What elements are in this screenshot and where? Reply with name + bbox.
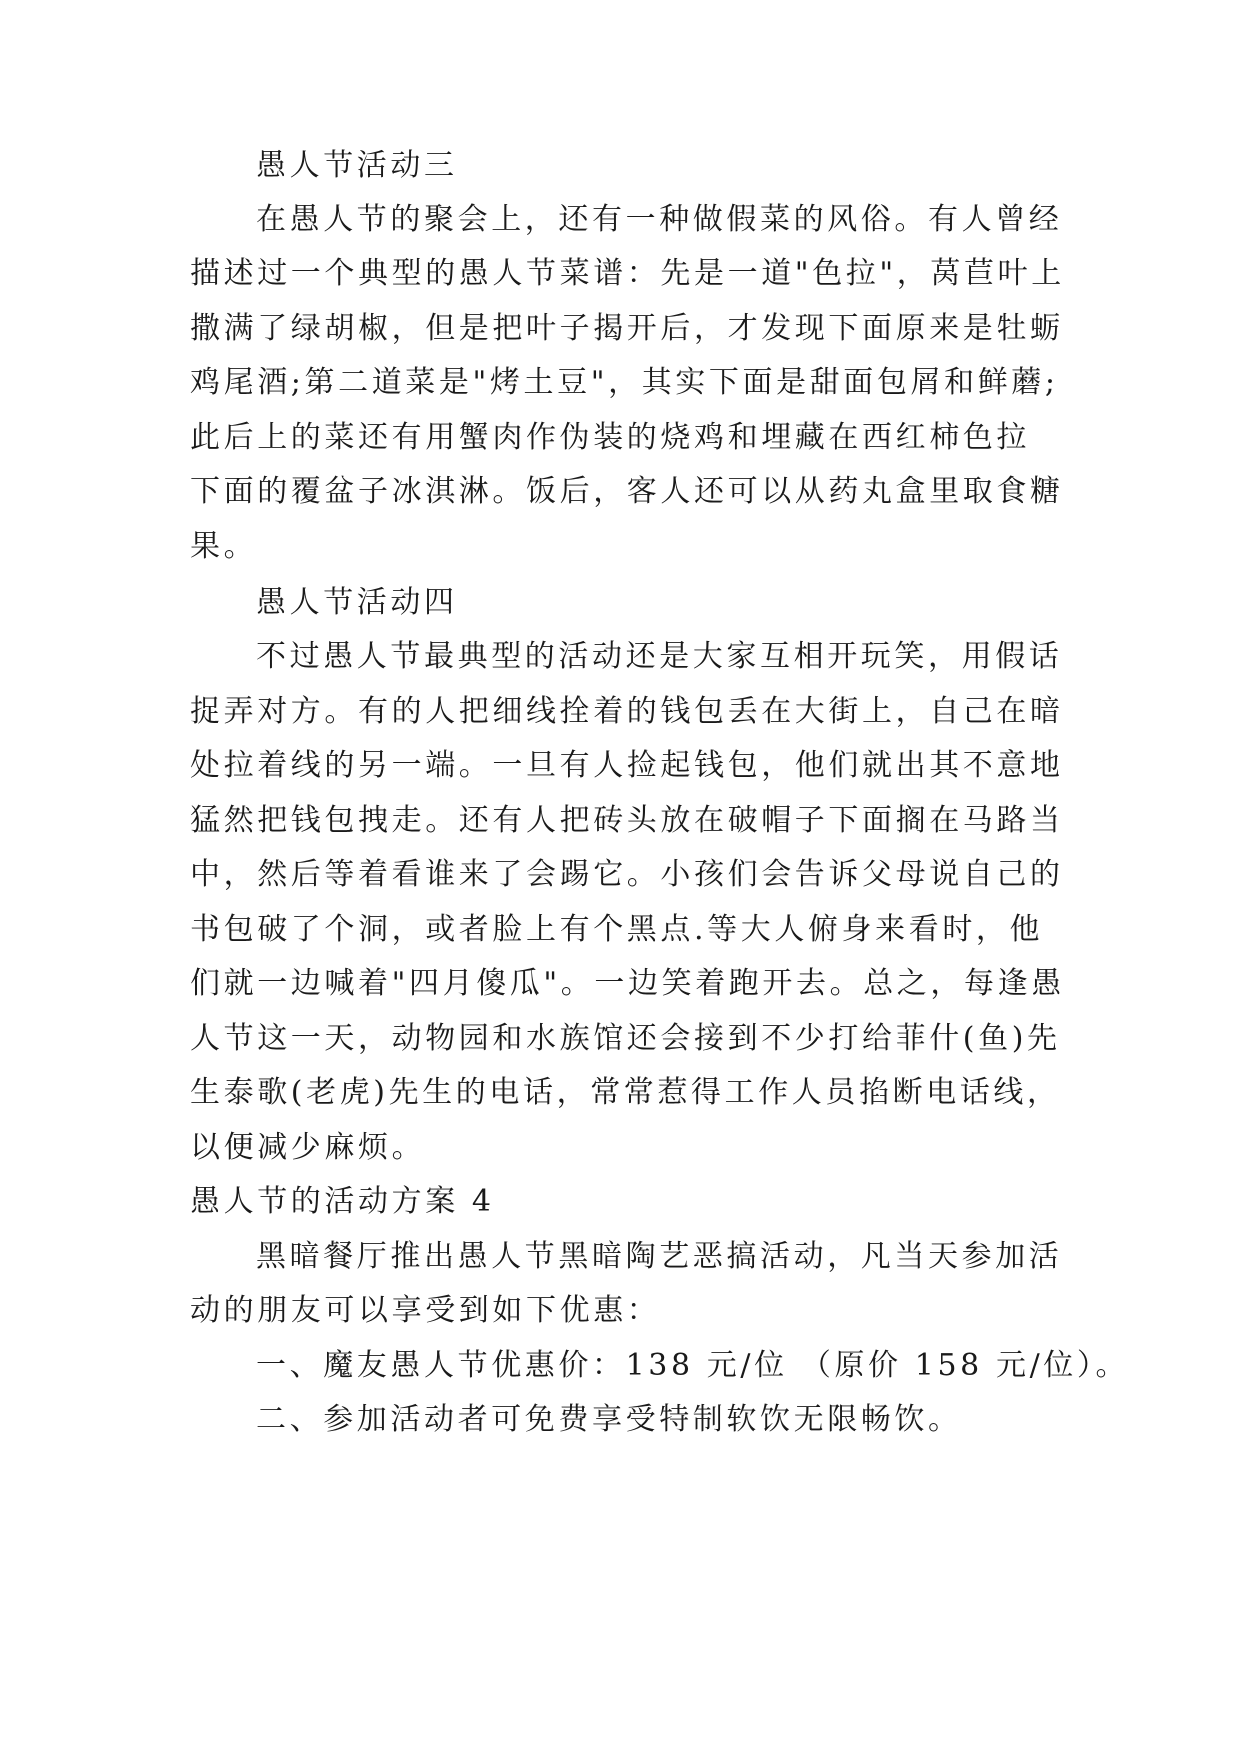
section4-line-7: 们就一边喊着"四月傻瓜"。一边笑着跑开去。总之，每逢愚 (190, 966, 1065, 1001)
plan4-intro-line-2: 动的朋友可以享受到如下优惠： (190, 1293, 661, 1328)
section3-heading: 愚人节活动三 (256, 148, 458, 183)
section3-line-4: 鸡尾酒;第二道菜是"烤土豆"，其实下面是甜面包屑和鲜蘑; (190, 365, 1059, 400)
section3-line-7: 果。 (190, 529, 258, 564)
section3-line-5: 此后上的菜还有用蟹肉作伪装的烧鸡和埋藏在西红柿色拉 (190, 420, 1030, 455)
plan4-item-1: 一、魔友愚人节优惠价：138 元/位 （原价 158 元/位）。 (256, 1348, 1130, 1383)
section4-line-10: 以便减少麻烦。 (190, 1130, 426, 1165)
section4-line-6: 书包破了个洞，或者脸上有个黑点.等大人俯身来看时，他 (190, 912, 1044, 947)
section4-line-1: 不过愚人节最典型的活动还是大家互相开玩笑，用假话 (256, 639, 1063, 674)
plan4-item-2: 二、参加活动者可免费享受特制软饮无限畅饮。 (256, 1402, 962, 1437)
section3-line-6: 下面的覆盆子冰淇淋。饭后，客人还可以从药丸盒里取食糖 (190, 474, 1064, 509)
section4-heading: 愚人节活动四 (256, 585, 458, 620)
section3-line-1: 在愚人节的聚会上，还有一种做假菜的风俗。有人曾经 (256, 202, 1063, 237)
plan4-intro-line-1: 黑暗餐厅推出愚人节黑暗陶艺恶搞活动，凡当天参加活 (256, 1239, 1063, 1274)
section4-line-8: 人节这一天，动物园和水族馆还会接到不少打给菲什(鱼)先 (190, 1021, 1061, 1056)
section4-line-4: 猛然把钱包拽走。还有人把砖头放在破帽子下面搁在马路当 (190, 803, 1064, 838)
plan4-title: 愚人节的活动方案 4 (190, 1184, 495, 1219)
section4-line-5: 中，然后等着看谁来了会踢它。小孩们会告诉父母说自己的 (190, 857, 1064, 892)
section4-line-2: 捉弄对方。有的人把细线拴着的钱包丢在大街上，自己在暗 (190, 694, 1064, 729)
section3-line-3: 撒满了绿胡椒，但是把叶子揭开后，才发现下面原来是牡蛎 (190, 311, 1064, 346)
section4-line-3: 处拉着线的另一端。一旦有人捡起钱包，他们就出其不意地 (190, 748, 1064, 783)
section4-line-9: 生泰歌(老虎)先生的电话，常常惹得工作人员掐断电话线， (190, 1075, 1061, 1110)
section3-line-2: 描述过一个典型的愚人节菜谱：先是一道"色拉"，莴苣叶上 (190, 256, 1065, 291)
